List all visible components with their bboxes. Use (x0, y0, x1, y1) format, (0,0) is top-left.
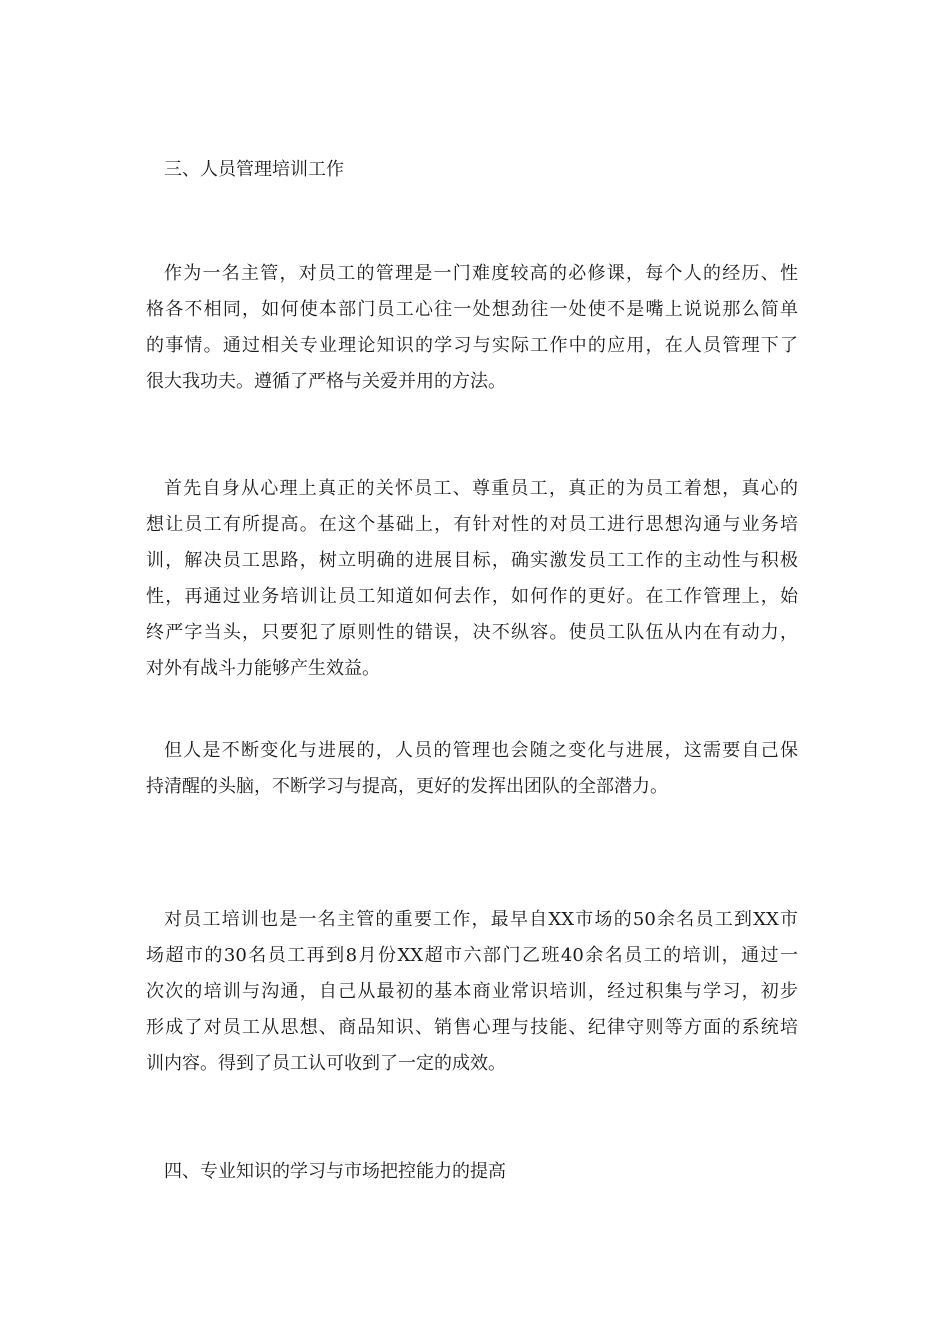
paragraph-3 (146, 733, 798, 805)
paragraph-line: 对员工培训也是一名主管的重要工作，最早自XX市场的50余名员工到XX市 (164, 909, 798, 930)
paragraph-line: 训内容。得到了员工认可收到了一定的成效。 (146, 1053, 506, 1074)
paragraph-line: 形成了对员工从思想、商品知识、销售心理与技能、纪律守则等方面的系统培 (146, 1017, 798, 1038)
paragraph-2 (146, 471, 798, 687)
paragraph-line: 持清醒的头脑，不断学习与提高，更好的发挥出团队的全部潜力。 (146, 776, 668, 797)
section-heading-3: 三、人员管理培训工作 (164, 159, 344, 180)
paragraph-line: 性，再通过业务培训让员工知道如何去作，如何作的更好。在工作管理上，始 (146, 586, 798, 607)
paragraph-line: 训，解决员工思路，树立明确的进展目标，确实激发员工工作的主动性与积极 (146, 550, 798, 571)
paragraph-line: 但人是不断变化与进展的，人员的管理也会随之变化与进展，这需要自己保 (164, 740, 798, 761)
paragraph-line: 对外有战斗力能够产生效益。 (146, 658, 380, 679)
paragraph-4 (146, 902, 798, 1082)
section-heading-4: 四、专业知识的学习与市场把控能力的提高 (164, 1161, 506, 1182)
paragraph-line: 场超市的30名员工再到8月份XX超市六部门乙班40余名员工的培训，通过一 (146, 945, 798, 966)
paragraph-line: 作为一名主管，对员工的管理是一门难度较高的必修课，每个人的经历、性 (164, 263, 798, 284)
paragraph-line: 首先自身从心理上真正的关怀员工、尊重员工，真正的为员工着想，真心的 (164, 478, 798, 499)
paragraph-line: 终严字当头，只要犯了原则性的错误，决不纵容。使员工队伍从内在有动力， (146, 622, 798, 643)
paragraph-line: 的事情。通过相关专业理论知识的学习与实际工作中的应用，在人员管理下了 (146, 335, 798, 356)
paragraph-line: 想让员工有所提高。在这个基础上，有针对性的对员工进行思想沟通与业务培 (146, 514, 798, 535)
paragraph-1 (146, 256, 798, 400)
paragraph-line: 很大我功夫。遵循了严格与关爱并用的方法。 (146, 371, 506, 392)
paragraph-line: 次次的培训与沟通，自己从最初的基本商业常识培训，经过积集与学习，初步 (146, 981, 798, 1002)
paragraph-line: 格各不相同，如何使本部门员工心往一处想劲往一处使不是嘴上说说那么简单 (146, 299, 798, 320)
